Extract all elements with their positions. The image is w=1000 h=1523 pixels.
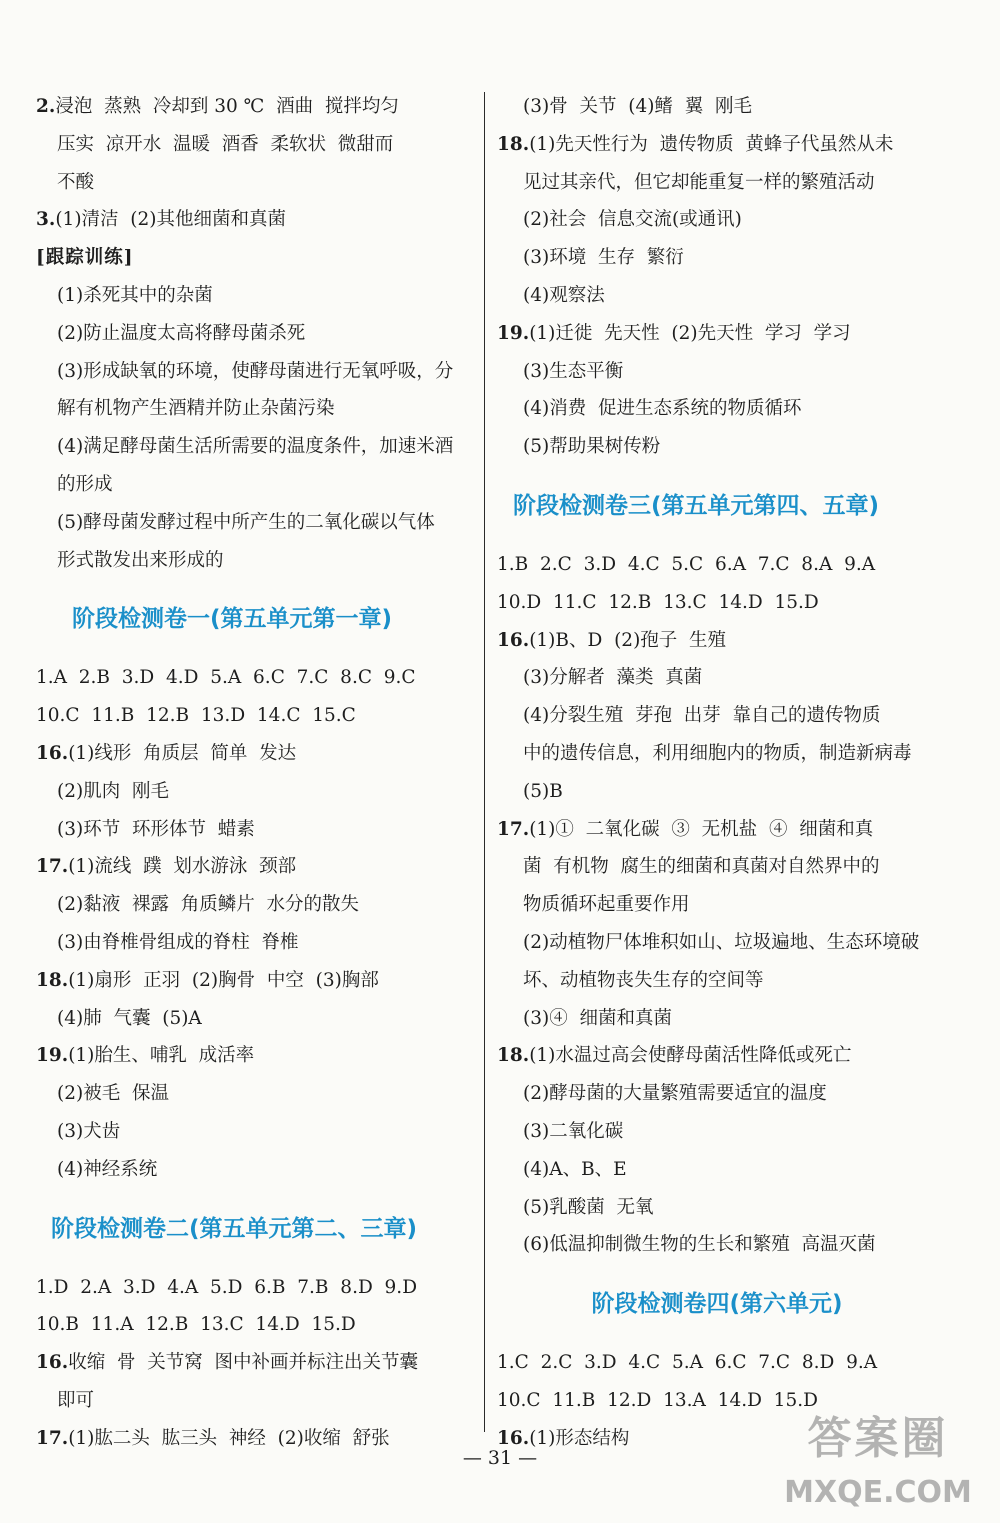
answer-line — [36, 164, 476, 202]
answer-text: (2)肌肉 刚毛 — [57, 780, 169, 802]
answer-text: (2)酵母菌的大量繁殖需要适宜的温度 — [523, 1083, 827, 1105]
answer-line — [36, 1113, 476, 1151]
answer-line — [497, 353, 937, 391]
question-number: 18. — [497, 1045, 530, 1067]
question-number: 18. — [497, 133, 530, 155]
answer-line — [36, 1344, 476, 1382]
answer-text: (3)环节 环形体节 蜡素 — [57, 818, 255, 840]
answer-text: 1.C 2.C 3.D 4.C 5.A 6.C 7.C 8.D 9.A — [497, 1352, 878, 1374]
answer-line — [497, 201, 937, 239]
section-heading: 阶段检测卷三(第五单元第四、五章) — [513, 492, 880, 519]
answer-text: (1)胎生、哺乳 成活率 — [68, 1045, 255, 1067]
answer-line — [497, 1189, 937, 1227]
answer-line — [497, 1151, 937, 1189]
answer-text: (2)黏液 裸露 角质鳞片 水分的散失 — [57, 894, 359, 916]
question-number: 19. — [36, 1045, 69, 1067]
answer-text: [跟踪训练] — [36, 247, 134, 269]
answer-line — [497, 1075, 937, 1113]
answer-text: (3)骨 关节 (4)鳍 翼 刚毛 — [523, 96, 752, 117]
answer-text: (4)消费 促进生态系统的物质循环 — [523, 398, 802, 420]
answer-text: (1)线形 角质层 简单 发达 — [68, 742, 297, 764]
question-number: 16. — [497, 629, 530, 651]
answer-line — [497, 848, 937, 886]
answer-text: 坏、动植物丧失生存的空间等 — [523, 969, 764, 991]
answer-text: (3)生态平衡 — [523, 360, 624, 382]
answer-text: 见过其亲代，但它却能重复一样的繁殖活动 — [523, 171, 875, 193]
question-number: 16. — [497, 1427, 530, 1449]
answer-text: (4)神经系统 — [57, 1158, 158, 1180]
answer-text: 的形成 — [57, 473, 113, 495]
answer-line — [36, 735, 476, 773]
answer-line — [36, 88, 476, 126]
answer-line — [497, 1037, 937, 1075]
answer-line — [36, 201, 476, 239]
answer-text: (3)犬齿 — [57, 1120, 121, 1142]
answer-text: 10.B 11.A 12.B 13.C 14.D 15.D — [36, 1314, 356, 1336]
answer-text: (2)社会 信息交流(或通讯) — [523, 209, 742, 231]
answer-line — [36, 542, 476, 580]
answer-text: 1.D 2.A 3.D 4.A 5.D 6.B 7.B 8.D 9.D — [36, 1276, 418, 1298]
answer-line — [36, 1382, 476, 1420]
right-column — [497, 88, 937, 1458]
question-number: 17. — [36, 1427, 69, 1449]
answer-line — [497, 88, 937, 126]
answer-line — [497, 126, 937, 164]
answer-text: 10.D 11.C 12.B 13.C 14.D 15.D — [497, 591, 819, 613]
answer-line — [497, 735, 937, 773]
answer-text: 不酸 — [57, 171, 95, 193]
answer-line — [36, 848, 476, 886]
answer-text: (1)形态结构 — [529, 1427, 630, 1449]
answer-text: (3)由脊椎骨组成的脊柱 脊椎 — [57, 931, 299, 953]
section-heading: 阶段检测卷一(第五单元第一章) — [72, 606, 393, 633]
answer-text: (4)观察法 — [523, 284, 605, 306]
answer-line — [497, 886, 937, 924]
answer-line — [497, 622, 937, 660]
answer-line — [497, 773, 937, 811]
subsection-tag — [36, 239, 476, 277]
question-number: 16. — [36, 742, 69, 764]
answer-text: (1)杀死其中的杂菌 — [57, 284, 213, 306]
answer-line — [36, 353, 476, 391]
answer-line — [497, 962, 937, 1000]
answer-text: (1)迁徙 先天性 (2)先天性 学习 学习 — [529, 322, 851, 344]
question-number: 19. — [497, 322, 530, 344]
answer-line — [36, 504, 476, 542]
answer-text: 10.C 11.B 12.B 13.D 14.C 15.C — [36, 705, 356, 727]
answer-line — [497, 390, 937, 428]
answer-text: 解有机物产生酒精并防止杂菌污染 — [57, 398, 335, 420]
answer-text: (1)扇形 正羽 (2)胸骨 中空 (3)胸部 — [68, 969, 379, 991]
answer-text: 压实 凉开水 温暖 酒香 柔软状 微甜而 — [57, 133, 394, 155]
answer-line — [497, 697, 937, 735]
answer-line — [36, 466, 476, 504]
answer-line — [36, 1306, 476, 1344]
answer-line — [36, 659, 476, 697]
page-number: — 31 — — [462, 1447, 538, 1469]
answer-text: (5)B — [523, 780, 563, 802]
answer-text: 中的遗传信息，利用细胞内的物质，制造新病毒 — [523, 742, 912, 764]
column-divider — [484, 92, 485, 1432]
answer-text: 物质循环起重要作用 — [523, 894, 690, 916]
answer-line — [497, 239, 937, 277]
answer-text: 浸泡 蒸熟 冷却到 30 ℃ 酒曲 搅拌均匀 — [55, 96, 399, 117]
answer-text: 1.B 2.C 3.D 4.C 5.C 6.A 7.C 8.A 9.A — [497, 553, 876, 575]
answer-text: (6)低温抑制微生物的生长和繁殖 高温灭菌 — [523, 1234, 876, 1256]
answer-line — [497, 584, 937, 622]
answer-text: 1.A 2.B 3.D 4.D 5.A 6.C 7.C 8.C 9.C — [36, 667, 416, 689]
answer-line — [497, 924, 937, 962]
answer-line — [36, 886, 476, 924]
answer-text: 收缩 骨 关节窝 图中补画并标注出关节囊 — [68, 1352, 418, 1374]
answer-line — [36, 428, 476, 466]
answer-text: (5)乳酸菌 无氧 — [523, 1196, 654, 1218]
answer-line — [36, 1075, 476, 1113]
answer-text: (1)肱二头 肱三头 神经 (2)收缩 舒张 — [68, 1427, 390, 1449]
answer-line — [36, 1151, 476, 1189]
answer-text: (1)清洁 (2)其他细菌和真菌 — [55, 209, 287, 231]
section-heading: 阶段检测卷二(第五单元第二、三章) — [51, 1215, 418, 1242]
question-number: 16. — [36, 1352, 69, 1374]
answer-line — [497, 277, 937, 315]
answer-line — [36, 1000, 476, 1038]
answer-text: (1)先天性行为 遗传物质 黄蜂子代虽然从未 — [529, 133, 894, 155]
answer-line — [36, 1037, 476, 1075]
answer-line — [36, 315, 476, 353]
answer-text: (4)满足酵母菌生活所需要的温度条件，加速米酒 — [57, 436, 454, 458]
answer-line — [497, 1344, 937, 1382]
answer-text: (5)酵母菌发酵过程中所产生的二氧化碳以气体 — [57, 511, 435, 533]
answer-text: 即可 — [57, 1389, 95, 1411]
answer-line — [497, 164, 937, 202]
question-number: 18. — [36, 969, 69, 991]
answer-text: 菌 有机物 腐生的细菌和真菌对自然界中的 — [523, 856, 880, 878]
answer-text: (1)水温过高会使酵母菌活性降低或死亡 — [529, 1045, 852, 1067]
answer-line — [36, 1269, 476, 1307]
answer-line — [36, 390, 476, 428]
answer-line — [497, 659, 937, 697]
answer-line — [36, 126, 476, 164]
answer-line — [36, 962, 476, 1000]
answer-text: (1)① 二氧化碳 ③ 无机盐 ④ 细菌和真 — [529, 818, 874, 840]
answer-text: 10.C 11.B 12.D 13.A 14.D 15.D — [497, 1389, 818, 1411]
answer-text: (3)形成缺氧的环境，使酵母菌进行无氧呼吸，分 — [57, 360, 454, 382]
answer-text: (5)帮助果树传粉 — [523, 436, 661, 458]
answer-line — [497, 1113, 937, 1151]
answer-text: (3)二氧化碳 — [523, 1120, 624, 1142]
answer-text: (2)被毛 保温 — [57, 1083, 169, 1105]
question-number: 2. — [36, 96, 56, 117]
answer-text: (3)分解者 藻类 真菌 — [523, 667, 703, 689]
answer-text: (2)动植物尸体堆积如山、垃圾遍地、生态环境破 — [523, 931, 920, 953]
answer-text: (1)B、D (2)孢子 生殖 — [529, 629, 727, 651]
answer-line — [36, 277, 476, 315]
answer-line — [36, 697, 476, 735]
section-heading: 阶段检测卷四(第六单元) — [591, 1291, 843, 1318]
answer-line — [36, 924, 476, 962]
answer-line — [497, 546, 937, 584]
answer-line — [36, 811, 476, 849]
question-number: 17. — [497, 818, 530, 840]
watermark-url: MXQE.COM — [784, 1475, 972, 1510]
answer-text: (3)④ 细菌和真菌 — [523, 1007, 672, 1029]
answer-line — [36, 773, 476, 811]
answer-line — [497, 1226, 937, 1264]
answer-line — [497, 315, 937, 353]
answer-line — [497, 1000, 937, 1038]
answer-text: (4)A、B、E — [523, 1158, 627, 1180]
left-column — [36, 88, 476, 1458]
question-number: 17. — [36, 856, 69, 878]
answer-text: (2)防止温度太高将酵母菌杀死 — [57, 322, 306, 344]
question-number: 3. — [36, 209, 56, 231]
answer-line — [497, 428, 937, 466]
watermark-text: 答案圈 — [807, 1413, 949, 1464]
answer-text: (3)环境 生存 繁衍 — [523, 247, 684, 269]
answer-text: (1)流线 蹼 划水游泳 颈部 — [68, 856, 297, 878]
answer-text: (4)肺 气囊 (5)A — [57, 1007, 202, 1029]
answer-line — [497, 811, 937, 849]
watermark-logo — [772, 1409, 982, 1513]
answer-text: 形式散发出来形成的 — [57, 549, 224, 571]
answer-text: (4)分裂生殖 芽孢 出芽 靠自己的遗传物质 — [523, 705, 881, 727]
